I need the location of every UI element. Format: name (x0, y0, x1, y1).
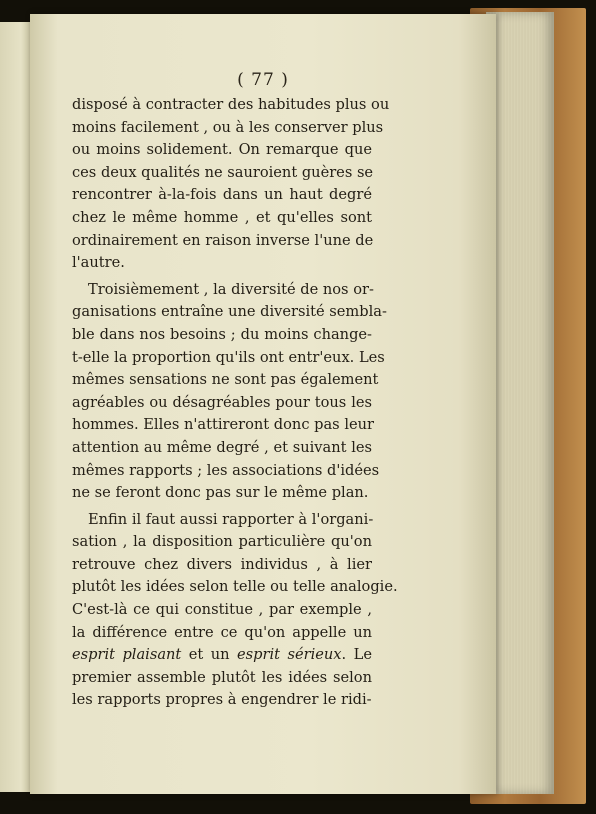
text-line: Enfin il faut aussi rapporter à l'organi- (88, 510, 374, 528)
text-line: premier assemble plutôt les idées selon (72, 668, 372, 686)
text-line: sation , la disposition particulière qu'on (72, 533, 372, 551)
text-line: les rapports propres à engendrer le ridi- (72, 691, 372, 709)
paragraph (72, 94, 390, 275)
text-line: ou moins solidement. On remarque que (72, 141, 372, 159)
text-line: ne se feront donc pas sur le même plan. (72, 484, 369, 502)
text-line: mêmes sensations ne sont pas également (72, 371, 379, 389)
text-line: la différence entre ce qu'on appelle un (72, 623, 372, 641)
text-line: attention au même degré , et suivant les (72, 438, 372, 456)
text-line: hommes. Elles n'attireront donc pas leur (72, 416, 374, 434)
text-line: mêmes rapports ; les associations d'idées (72, 461, 380, 479)
text-line: Troisièmement , la diversité de nos or- (88, 280, 374, 298)
text-line: chez le même homme , et qu'elles sont (72, 208, 372, 226)
text-line: rencontrer à-la-fois dans un haut degré (72, 186, 372, 204)
page-number: ( 77 ) (237, 70, 289, 90)
text-line: moins facilement , ou à les conserver plus (72, 118, 384, 136)
text-line: disposé à contracter des habitudes plus ou (72, 96, 390, 113)
left-page-sliver (0, 22, 31, 792)
text-line: ordinairement en raison inverse l'une de (72, 231, 374, 249)
text-line: ble dans nos besoins ; du moins change- (72, 325, 372, 343)
text-line: l'autre. (72, 254, 125, 272)
page-edges (486, 12, 554, 794)
text-line: t-elle la proportion qu'ils ont entr'eux. Les (72, 348, 385, 366)
text-line: retrouve chez divers individus , à lier (72, 555, 372, 573)
page-text (72, 94, 398, 712)
paragraph (72, 509, 398, 712)
text-line: plutôt les idées selon telle ou telle analogie. (72, 578, 398, 596)
paragraph (72, 279, 387, 505)
text-line: ganisations entraîne une diversité sembla- (72, 303, 387, 321)
text-line: esprit plaisant et un esprit sérieux. Le (72, 646, 372, 664)
text-line: C'est-là ce qui constitue , par exemple , (72, 601, 372, 619)
book-page (30, 14, 496, 794)
text-line: agréables ou désagréables pour tous les (72, 393, 372, 411)
text-line: ces deux qualités ne sauroient guères se (72, 163, 374, 181)
